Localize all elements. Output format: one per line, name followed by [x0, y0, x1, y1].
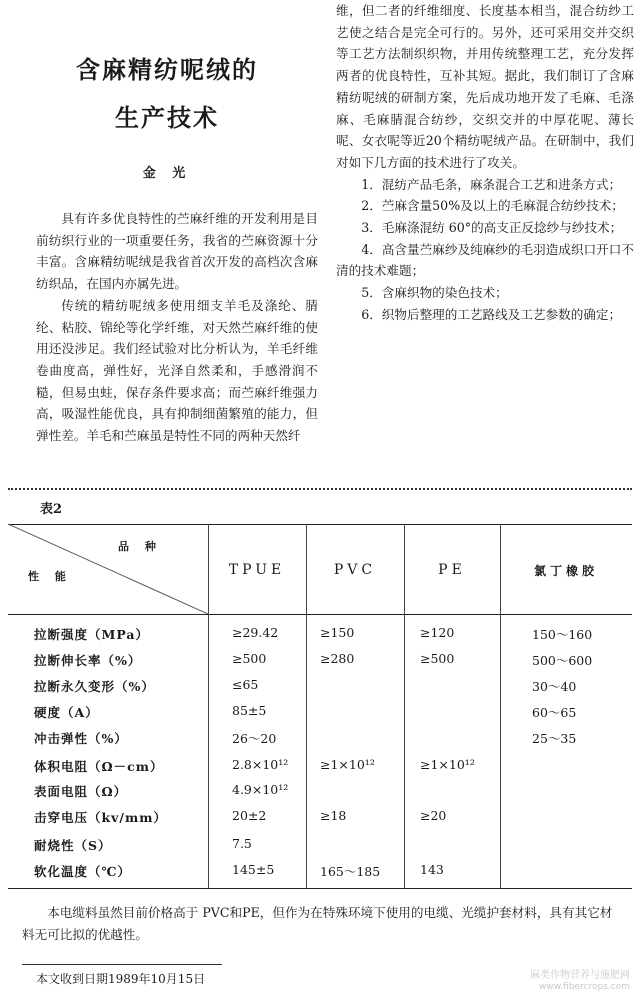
list-item: 3．毛麻涤混纺 60°的高支正反捻纱与纱技术； — [361, 220, 623, 236]
header-property: 性 能 — [28, 570, 72, 583]
cell-pvc: ≥18 — [320, 808, 347, 823]
paragraph: 传统的精纺呢绒多使用细支羊毛及涤纶、腈纶、粘胶、锦纶等化学纤维，对天然苎麻纤维的使用还没涉足。我们经试验对比分析认为，羊毛纤维卷曲度高，弹性好，光泽自然柔和，手感滑润不糙，但易虫蛀，保存条件要求高；而苎麻纤维强力高，吸湿性能优良，具有抑制细菌繁殖的能力，但弹性差。羊毛和苎麻虽是特性不同的两种天然纤 — [36, 297, 318, 444]
cell-pe: ≥120 — [420, 625, 455, 640]
table-row — [0, 782, 640, 806]
list-item: 5．含麻织物的染色技术； — [361, 285, 508, 301]
row-property: 拉断强度（MPa） — [34, 627, 150, 642]
cell-pe: ≥500 — [420, 651, 455, 666]
cell-pvc: ≥1×10¹² — [320, 757, 375, 772]
row-property: 软化温度（℃） — [34, 864, 131, 879]
cell-pe: 143 — [420, 862, 444, 877]
cell-tpue: 20±2 — [232, 808, 267, 823]
table-row — [0, 808, 640, 832]
cell-chloroprene: 150～160 — [532, 627, 593, 642]
table-label: 表2 — [40, 502, 63, 517]
cell-tpue: ≥500 — [232, 651, 267, 666]
cell-tpue: ≥29.42 — [232, 625, 279, 640]
cell-tpue: 2.8×10¹² — [232, 757, 289, 772]
header-variety: 品 种 — [118, 540, 162, 553]
row-property: 表面电阻（Ω） — [34, 784, 128, 799]
table-row — [0, 862, 640, 886]
row-property: 硬度（A） — [34, 705, 99, 720]
table-row — [0, 757, 640, 781]
row-property: 耐烧性（S） — [34, 838, 112, 853]
cell-tpue: 4.9×10¹² — [232, 782, 289, 797]
cell-tpue: 145±5 — [232, 862, 275, 877]
list-item: 2．苎麻含量50%及以上的毛麻混合纺纱技术； — [361, 198, 624, 214]
footnote-rule — [22, 964, 222, 965]
row-property: 拉断伸长率（%） — [34, 653, 142, 668]
table-row — [0, 703, 640, 727]
row-property: 体积电阻（Ω－cm） — [34, 759, 164, 774]
cell-chloroprene: 30～40 — [532, 679, 577, 694]
row-property: 拉断永久变形（%） — [34, 679, 155, 694]
left-column — [36, 208, 318, 447]
table-note: 本电缆料虽然目前价格高于 PVC和PE，但作为在特殊环境下使用的电缆、光缆护套材料，具有其它材料无可比拟的优越性。 — [22, 905, 613, 942]
author: 金 光 — [142, 166, 192, 181]
row-property: 击穿电压（kv/mm） — [34, 810, 167, 825]
paragraph: 具有许多优良特性的苎麻纤维的开发利用是目前纺织行业的一项重要任务，我省的苎麻资源十分丰富。含麻精纺呢绒是我省首次开发的高档次含麻纺织品，在国内亦属先进。 — [36, 211, 318, 292]
cell-pvc: ≥150 — [320, 625, 355, 640]
column-header-pvc: PVC — [333, 562, 377, 578]
table-bottom-rule — [8, 888, 632, 889]
cell-tpue: 26～20 — [232, 731, 277, 746]
column-header-pe: PE — [438, 562, 466, 578]
paragraph: 维，但二者的纤维细度、长度基本相当，混合纺纱工艺使之结合是完全可行的。另外，还可采用交并交织等工艺方法制织织物，并用传统整理工艺，充分发挥两者的优良特性，互补其短。据此，我们制订了含麻精纺呢绒的研制方案，先后成功地开发了毛麻、毛涤麻、毛麻腈混合纺纱，交织交并的中厚花呢、薄长呢、女衣呢等近20个精纺呢绒产品。在研制中，我们对如下几方面的技术进行了攻关。 — [336, 3, 634, 170]
cell-tpue: ≤65 — [232, 677, 259, 692]
row-property: 冲击弹性（%） — [34, 731, 128, 746]
right-column — [336, 0, 634, 326]
cell-pvc: ≥280 — [320, 651, 355, 666]
cell-pe: ≥1×10¹² — [420, 757, 475, 772]
article-title-line1: 含麻精纺呢绒的 — [76, 56, 258, 84]
table-row — [0, 677, 640, 701]
cell-tpue: 7.5 — [232, 836, 252, 851]
cell-tpue: 85±5 — [232, 703, 267, 718]
cell-pvc: 165～185 — [320, 864, 381, 879]
table-row — [0, 729, 640, 753]
column-header-tpue: TPUE — [228, 562, 286, 578]
dotted-divider — [8, 488, 632, 490]
list-item: 1．混纺产品毛条，麻条混合工艺和进条方式； — [361, 176, 622, 192]
cell-chloroprene: 500～600 — [532, 653, 593, 668]
column-header-chloroprene: 氯丁橡胶 — [533, 564, 598, 578]
table-header-rule — [8, 614, 632, 615]
watermark-text: 麻类作物营养与施肥网 — [530, 970, 630, 981]
table-row — [0, 651, 640, 675]
table-row — [0, 836, 640, 860]
list-item: 6．织物后整理的工艺路线及工艺参数的确定； — [361, 306, 622, 322]
watermark-url: www.fibercrops.com — [539, 982, 630, 992]
received-date: 本文收到日期1989年10月15日 — [36, 972, 206, 986]
cell-pe: ≥20 — [420, 808, 447, 823]
list-item: 4．高含量苎麻纱及纯麻纱的毛羽造成织口开口不清的技术难题； — [336, 241, 634, 279]
article-title-line2: 生产技术 — [115, 104, 219, 132]
cell-chloroprene: 25～35 — [532, 731, 577, 746]
cell-chloroprene: 60～65 — [532, 705, 577, 720]
table-row — [0, 625, 640, 649]
